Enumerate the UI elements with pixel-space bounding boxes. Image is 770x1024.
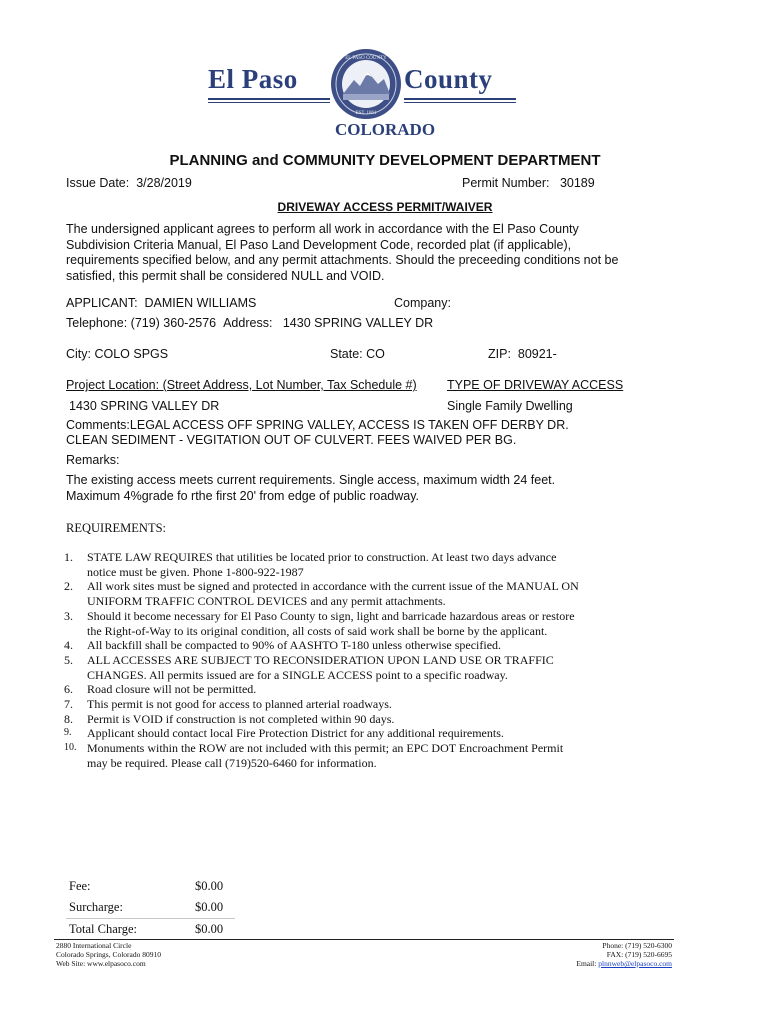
requirement-number: 10. [64, 742, 77, 754]
company-row [394, 296, 451, 311]
logo-rule-left-thin [208, 102, 330, 103]
state-label: State: [330, 347, 363, 361]
applicant-label: APPLICANT: [66, 296, 138, 310]
requirement-item [64, 697, 624, 712]
requirement-line: UNIFORM TRAFFIC CONTROL DEVICES and any permit attachments. [87, 594, 446, 609]
requirement-number: 8. [64, 711, 73, 726]
requirement-number: 9. [64, 727, 72, 739]
footer-divider [54, 939, 674, 940]
address-value: 1430 SPRING VALLEY DR [282, 316, 434, 330]
requirement-line: Road closure will not be permitted. [87, 682, 257, 697]
requirement-number: 4. [64, 638, 73, 653]
intro-line: The undersigned applicant agrees to perform all work in accordance with the El Paso County [66, 222, 579, 236]
state-row [330, 347, 385, 362]
requirement-line: may be required. Please call (719)520-6460 for information. [87, 755, 377, 770]
footer-phone: Phone: (719) 520-6300 [602, 941, 672, 950]
footer-email-label: Email: [576, 959, 597, 968]
issue-date-value: 3/28/2019 [136, 176, 192, 190]
footer-address-line: 2880 International Circle [56, 941, 132, 950]
fee-label: Surcharge: [66, 897, 195, 919]
state-name: COLORADO [334, 120, 436, 139]
requirements-heading: REQUIREMENTS: [66, 521, 166, 535]
fee-table [66, 876, 235, 940]
project-location-label: Project Location: (Street Address, Lot Number, Tax Schedule #) [66, 378, 417, 392]
footer-address-line: Colorado Springs, Colorado 80910 [56, 950, 161, 959]
company-label: Company: [394, 296, 451, 310]
county-name-left: El Paso [208, 64, 298, 94]
issue-date-row [66, 176, 192, 191]
requirement-item [64, 741, 624, 770]
telephone-label: Telephone: [66, 316, 128, 330]
applicant-name: DAMIEN WILLIAMS [144, 296, 257, 310]
zip-value: 80921- [517, 347, 557, 361]
driveway-type-label: TYPE OF DRIVEWAY ACCESS [447, 378, 624, 392]
requirement-line: This permit is not good for access to planned arterial roadways. [87, 697, 392, 712]
fee-row [66, 919, 235, 941]
requirement-line: Monuments within the ROW are not included with this permit; an EPC DOT Encroachment Permit [87, 741, 564, 756]
comments-block [66, 418, 569, 448]
requirement-number: 1. [64, 550, 73, 564]
requirement-line: notice must be given. Phone 1-800-922-1987 [87, 564, 304, 579]
state-value: CO [366, 347, 385, 361]
intro-line: Subdivision Criteria Manual, El Paso Land Development Code, recorded plat (if applicable), [66, 237, 572, 252]
requirement-line: All backfill shall be compacted to 90% of AASHTO T-180 unless otherwise specified. [87, 638, 502, 653]
comments-line: Comments:LEGAL ACCESS OFF SPRING VALLEY, ACCESS IS TAKEN OFF DERBY DR. [66, 418, 569, 432]
fee-value: $0.00 [195, 879, 224, 893]
requirement-number: 3. [64, 608, 73, 623]
county-name-right: County [404, 64, 493, 94]
permit-number-value: 30189 [559, 176, 595, 190]
fee-value: $0.00 [195, 897, 235, 919]
requirements-list [64, 550, 624, 771]
fee-label: Fee: [69, 879, 91, 893]
requirement-item [64, 726, 624, 741]
svg-text:EL PASO COUNTY: EL PASO COUNTY [345, 56, 387, 61]
department-title: PLANNING and COMMUNITY DEVELOPMENT DEPARTMENT [169, 152, 601, 169]
remarks-line: Maximum 4%grade fo rthe first 20' from edge of public roadway. [66, 489, 420, 503]
logo-rule-right-thin [404, 102, 516, 103]
footer-contact [576, 941, 672, 968]
county-seal-icon [330, 48, 402, 120]
svg-text:EST. 1861: EST. 1861 [355, 111, 377, 116]
intro-line: satisfied, this permit shall be considered NULL and VOID. [66, 268, 385, 283]
fee-row [66, 897, 235, 919]
fee-value: $0.00 [195, 922, 224, 936]
telephone-address-row [66, 316, 433, 331]
requirement-number: 7. [64, 697, 73, 712]
requirement-item [64, 712, 624, 727]
city-row [66, 347, 168, 362]
requirement-item [64, 609, 624, 638]
footer-email-row [576, 959, 672, 968]
comments-line: CLEAN SEDIMENT - VEGITATION OUT OF CULVERT. FEES WAIVED PER BG. [66, 433, 517, 447]
fee-row [66, 876, 235, 897]
permit-title: DRIVEWAY ACCESS PERMIT/WAIVER [277, 200, 493, 214]
requirement-line: Should it become necessary for El Paso County to sign, light and barricade hazardous areas or restore [87, 608, 575, 623]
requirement-line: CHANGES. All permits issued are for a SINGLE ACCESS point to a specific roadway. [87, 667, 508, 682]
remarks-line: The existing access meets current requirements. Single access, maximum width 24 feet. [66, 473, 556, 487]
intro-paragraph [66, 222, 618, 284]
intro-line: requirements specified below, and any permit attachments. Should the preceeding conditions not be [66, 253, 619, 267]
requirement-line: ALL ACCESSES ARE SUBJECT TO RECONSIDERATION UPON LAND USE OR TRAFFIC [87, 652, 554, 667]
driveway-type-value: Single Family Dwelling [447, 399, 573, 413]
logo-rule-right [404, 98, 516, 100]
remarks-block [66, 472, 555, 504]
requirement-line: Permit is VOID if construction is not completed within 90 days. [87, 711, 395, 726]
requirement-number: 2. [64, 579, 73, 594]
address-label: Address: [223, 316, 273, 330]
requirement-item [64, 682, 624, 697]
footer-address-line: Web Site: www.elpasoco.com [56, 959, 146, 968]
requirement-line: All work sites must be signed and protected in accordance with the current issue of the MANUAL ON [87, 579, 579, 594]
requirement-item [64, 638, 624, 653]
project-location-value: 1430 SPRING VALLEY DR [69, 399, 220, 413]
permit-number-row [462, 176, 595, 191]
remarks-label: Remarks: [66, 453, 120, 467]
city-label: City: [66, 347, 91, 361]
requirement-line: Applicant should contact local Fire Protection District for any additional requirements. [87, 726, 504, 741]
fee-label: Total Charge: [69, 922, 137, 936]
requirement-number: 6. [64, 682, 73, 697]
telephone-value: (719) 360-2576 [130, 316, 217, 330]
footer-email-link[interactable]: plnnweb@elpasoco.com [598, 959, 672, 968]
zip-label: ZIP: [488, 347, 511, 361]
city-value: COLO SPGS [94, 347, 169, 361]
permit-number-label: Permit Number: [462, 176, 550, 190]
footer-fax: FAX: (719) 520-6695 [606, 950, 672, 959]
requirement-line: STATE LAW REQUIRES that utilities be located prior to construction. At least two days advance [87, 550, 557, 564]
requirement-number: 5. [64, 652, 73, 667]
requirement-line: the Right-of-Way to its original condition, all costs of said work shall be borne by the applicant. [87, 623, 548, 638]
zip-row [488, 347, 557, 362]
requirement-item [64, 550, 624, 579]
applicant-row [66, 296, 256, 311]
requirement-item [64, 653, 624, 682]
issue-date-label: Issue Date: [66, 176, 130, 190]
requirement-item [64, 579, 624, 608]
footer-address [56, 941, 161, 968]
logo-rule-left [208, 98, 330, 100]
